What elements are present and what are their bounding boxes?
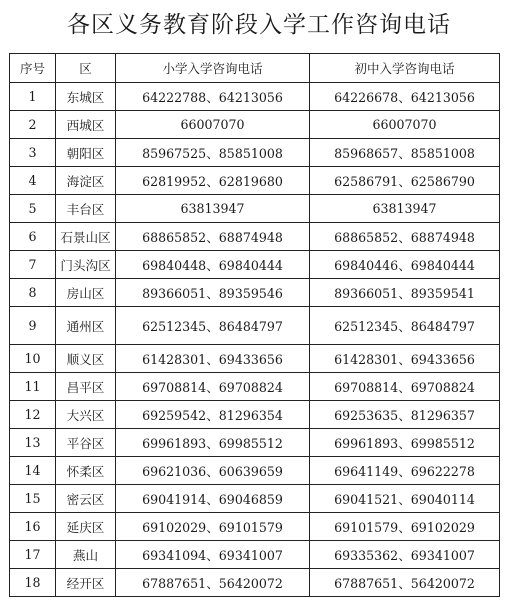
row-number: 17 — [10, 541, 56, 569]
district-name: 通州区 — [56, 307, 116, 345]
row-number: 8 — [10, 279, 56, 307]
primary-phone: 66007070 — [116, 111, 310, 139]
district-name: 丰台区 — [56, 195, 116, 223]
district-name: 延庆区 — [56, 513, 116, 541]
junior-phone: 69101579、69102029 — [310, 513, 500, 541]
district-name: 海淀区 — [56, 167, 116, 195]
junior-phone: 69961893、69985512 — [310, 429, 500, 457]
junior-phone: 66007070 — [310, 111, 500, 139]
primary-phone: 89366051、89359546 — [116, 279, 310, 307]
row-number: 16 — [10, 513, 56, 541]
table-row — [10, 401, 500, 429]
junior-phone: 69840446、69840444 — [310, 251, 500, 279]
row-number: 13 — [10, 429, 56, 457]
table-row — [10, 195, 500, 223]
junior-phone: 69041521、69040114 — [310, 485, 500, 513]
junior-phone: 64226678、64213056 — [310, 83, 500, 111]
table-row — [10, 307, 500, 345]
phone-table — [9, 53, 500, 597]
primary-phone: 69961893、69985512 — [116, 429, 310, 457]
district-name: 西城区 — [56, 111, 116, 139]
row-number: 6 — [10, 223, 56, 251]
header-primary-phone: 小学入学咨询电话 — [116, 54, 310, 83]
row-number: 10 — [10, 345, 56, 373]
row-number: 7 — [10, 251, 56, 279]
table-row — [10, 569, 500, 597]
junior-phone: 69253635、81296357 — [310, 401, 500, 429]
junior-phone: 89366051、89359541 — [310, 279, 500, 307]
row-number: 2 — [10, 111, 56, 139]
table-row — [10, 167, 500, 195]
district-name: 密云区 — [56, 485, 116, 513]
district-name: 昌平区 — [56, 373, 116, 401]
table-row — [10, 345, 500, 373]
row-number: 1 — [10, 83, 56, 111]
primary-phone: 64222788、64213056 — [116, 83, 310, 111]
district-name: 大兴区 — [56, 401, 116, 429]
primary-phone: 67887651、56420072 — [116, 569, 310, 597]
junior-phone: 63813947 — [310, 195, 500, 223]
table-row — [10, 111, 500, 139]
primary-phone: 85967525、85851008 — [116, 139, 310, 167]
district-name: 经开区 — [56, 569, 116, 597]
district-name: 顺义区 — [56, 345, 116, 373]
junior-phone: 85968657、85851008 — [310, 139, 500, 167]
primary-phone: 69259542、81296354 — [116, 401, 310, 429]
district-name: 燕山 — [56, 541, 116, 569]
table-row — [10, 83, 500, 111]
district-name: 怀柔区 — [56, 457, 116, 485]
primary-phone: 68865852、68874948 — [116, 223, 310, 251]
table-row — [10, 429, 500, 457]
table-row — [10, 251, 500, 279]
primary-phone: 69621036、60639659 — [116, 457, 310, 485]
table-header-row — [10, 54, 500, 83]
header-junior-phone: 初中入学咨询电话 — [310, 54, 500, 83]
primary-phone: 69708814、69708824 — [116, 373, 310, 401]
district-name: 东城区 — [56, 83, 116, 111]
table-row — [10, 485, 500, 513]
table-row — [10, 373, 500, 401]
primary-phone: 62819952、62819680 — [116, 167, 310, 195]
district-name: 石景山区 — [56, 223, 116, 251]
junior-phone: 62586791、62586790 — [310, 167, 500, 195]
primary-phone: 69102029、69101579 — [116, 513, 310, 541]
district-name: 门头沟区 — [56, 251, 116, 279]
header-district: 区 — [56, 54, 116, 83]
row-number: 4 — [10, 167, 56, 195]
junior-phone: 69708814、69708824 — [310, 373, 500, 401]
header-no: 序号 — [10, 54, 56, 83]
primary-phone: 69041914、69046859 — [116, 485, 310, 513]
row-number: 11 — [10, 373, 56, 401]
row-number: 9 — [10, 307, 56, 345]
primary-phone: 62512345、86484797 — [116, 307, 310, 345]
table-row — [10, 139, 500, 167]
primary-phone: 61428301、69433656 — [116, 345, 310, 373]
district-name: 房山区 — [56, 279, 116, 307]
junior-phone: 61428301、69433656 — [310, 345, 500, 373]
table-row — [10, 541, 500, 569]
district-name: 平谷区 — [56, 429, 116, 457]
table-row — [10, 223, 500, 251]
junior-phone: 69335362、69341007 — [310, 541, 500, 569]
page-title: 各区义务教育阶段入学工作咨询电话 — [67, 12, 451, 38]
row-number: 15 — [10, 485, 56, 513]
table-row — [10, 513, 500, 541]
row-number: 12 — [10, 401, 56, 429]
primary-phone: 63813947 — [116, 195, 310, 223]
primary-phone: 69341094、69341007 — [116, 541, 310, 569]
junior-phone: 69641149、69622278 — [310, 457, 500, 485]
row-number: 14 — [10, 457, 56, 485]
row-number: 3 — [10, 139, 56, 167]
table-row — [10, 457, 500, 485]
district-name: 朝阳区 — [56, 139, 116, 167]
row-number: 18 — [10, 569, 56, 597]
junior-phone: 67887651、56420072 — [310, 569, 500, 597]
row-number: 5 — [10, 195, 56, 223]
junior-phone: 62512345、86484797 — [310, 307, 500, 345]
primary-phone: 69840448、69840444 — [116, 251, 310, 279]
junior-phone: 68865852、68874948 — [310, 223, 500, 251]
table-row — [10, 279, 500, 307]
